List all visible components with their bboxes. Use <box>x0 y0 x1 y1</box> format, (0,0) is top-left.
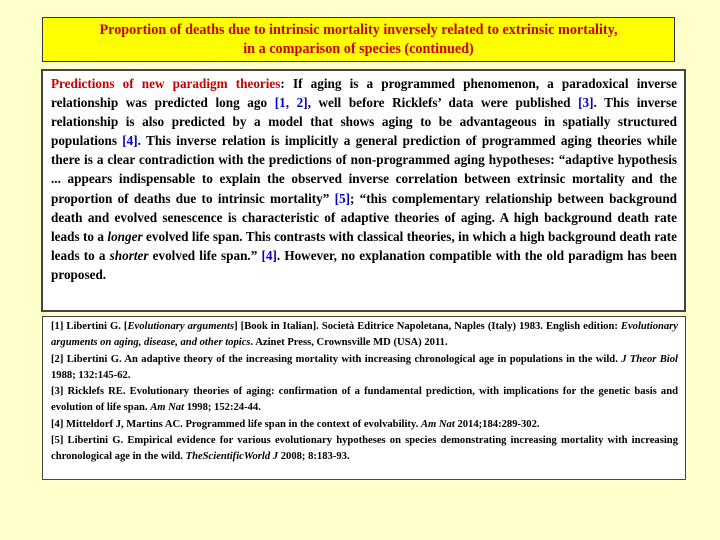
title-line-2: in a comparison of species (continued) <box>243 41 474 57</box>
main-text-1: : If aging is a programmed phenomenon, a paradoxical inverse relationship was predicted long ago <box>51 76 677 111</box>
ref1-part-b: Evolutionary arguments <box>127 321 235 332</box>
ref4-part-c: 2014;184:289-302. <box>454 418 540 430</box>
slide-title <box>42 17 675 62</box>
ref5-part-c: 2008; 8:183-93. <box>278 451 350 463</box>
ref2-journal: J Theor Biol <box>621 353 678 365</box>
main-text-8: . However, no explanation compatible with the old paradigm has been proposed. <box>51 247 678 282</box>
reference-5 <box>51 433 678 466</box>
ref4-part-a: [4] Mitteldorf J, Martins AC. Programmed life span in the context of evolvability. <box>51 418 421 430</box>
ref4-journal: Am Nat <box>420 418 455 430</box>
citation-5: [5] <box>334 190 350 206</box>
ref2-part-c: 1988; 132:145-62. <box>51 369 131 381</box>
title-line-1: Proportion of deaths due to intrinsic mortality inversely related to extrinsic mortality, <box>99 22 618 38</box>
ref2-part-a: [2] Libertini G. An adaptive theory of the increasing mortality with increasing chronological age in populations in the wild. <box>51 353 622 365</box>
references-box <box>42 316 686 480</box>
main-text-6: evolved life span. This contrasts with classical theories, in which a high background death rate leads to a <box>51 228 677 263</box>
emphasis-shorter: shorter <box>109 247 149 263</box>
emphasis-longer: longer <box>107 228 143 244</box>
ref3-part-c: 1998; 152:24-44. <box>184 402 261 414</box>
main-text-box <box>41 69 686 312</box>
ref1-part-d: Evolutionary arguments on aging, disease, and other topics <box>51 321 679 349</box>
section-heading: Predictions of new paradigm theories <box>51 76 281 91</box>
ref5-part-a: [5] Libertini G. Empirical evidence for various evolutionary hypotheses on species demonstrating increasing mortality with increasing chronological age in the wild. <box>51 435 678 463</box>
citation-4: [4] <box>122 133 138 149</box>
ref5-journal: TheScientificWorld J <box>185 451 279 463</box>
main-text-2: , well before Ricklefs’ data were published <box>307 95 579 111</box>
reference-1 <box>51 319 678 352</box>
ref3-part-a: [3] Ricklefs RE. Evolutionary theories of aging: confirmation of a fundamental prediction, with implications for the genetic basis and evolution of life span. <box>51 386 678 414</box>
citation-4b: [4] <box>261 247 277 263</box>
ref1-part-a: [1] Libertini G. [ <box>51 321 128 332</box>
main-text-4: . This inverse relation is implicitly a general prediction of programmed aging theories while there is a clear contradiction with the predictions of non-programmed aging hypotheses: “adaptive hypothesis ... appears indispensable to explain the observed inverse correlation between extrinsic mortality and the proportion of deaths due to intrinsic mortality” <box>51 133 677 206</box>
ref1-part-e: . Azinet Press, Crownsville MD (USA) 2011. <box>250 337 448 349</box>
main-text-7: evolved life span.” <box>148 247 262 263</box>
ref3-journal: Am Nat <box>150 402 185 414</box>
citation-3: [3] <box>578 95 594 111</box>
reference-4 <box>51 417 678 433</box>
main-text-5: ; “this complementary relationship between background death and evolved senescence is characteristic of adaptive theories of aging. A high background death rate leads to a <box>51 190 677 244</box>
reference-2 <box>51 352 678 385</box>
main-text-3: . This inverse relationship is also predicted by a model that shows aging to be advantageous in spatially structured populations <box>51 95 677 149</box>
ref1-part-c: ] [Book in Italian]. Società Editrice Napoletana, Naples (Italy) 1983. English edition: <box>234 321 621 332</box>
reference-3 <box>51 384 678 417</box>
citation-1-2: [1, 2] <box>274 95 308 111</box>
